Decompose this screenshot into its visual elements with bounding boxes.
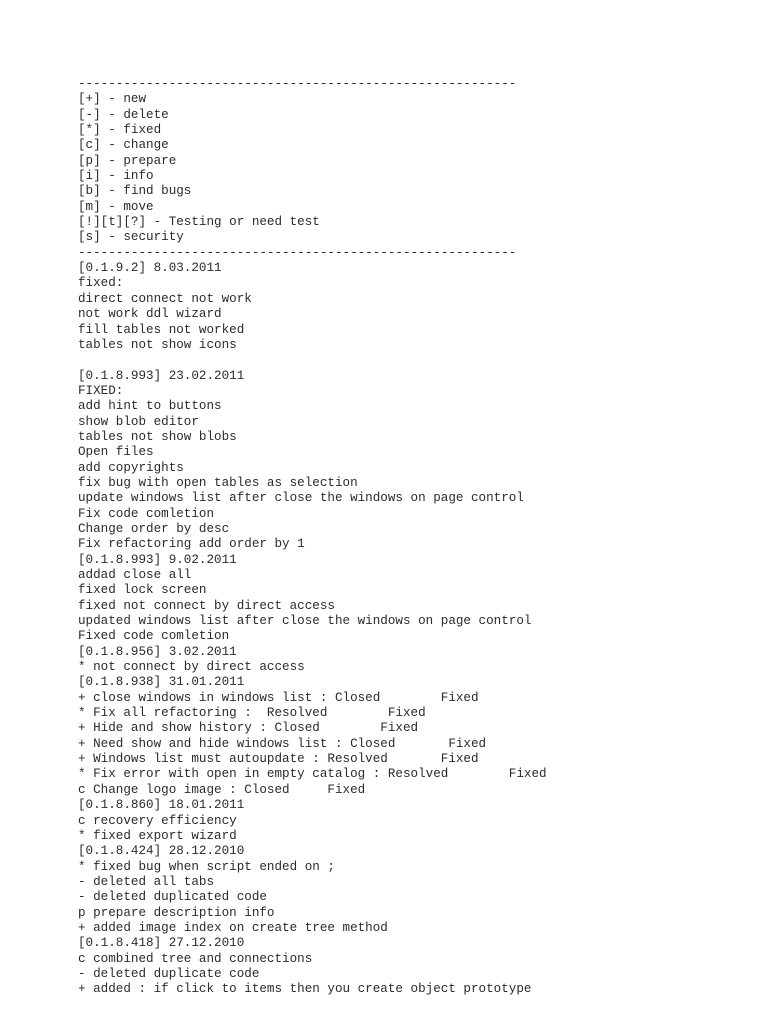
text-line: c recovery efficiency — [78, 813, 237, 828]
text-line: show blob editor — [78, 414, 199, 429]
text-line: - deleted duplicated code — [78, 890, 267, 905]
text-line: updated windows list after close the windows on page control — [78, 614, 532, 629]
text-line: [m] - move — [78, 199, 154, 214]
text-line — [78, 353, 758, 368]
text-line: direct connect not work — [78, 291, 252, 306]
text-line: [0.1.8.418] 27.12.2010 — [78, 936, 245, 951]
text-line: add hint to buttons — [78, 399, 222, 414]
text-line: [!][t][?] - Testing or need test — [78, 215, 320, 230]
text-line: [*] - fixed — [78, 123, 162, 138]
text-line: Open files — [78, 445, 154, 460]
text-line: [0.1.8.424] 28.12.2010 — [78, 844, 245, 859]
text-line: addad close all — [78, 568, 192, 582]
text-line: Fix refactoring add order by 1 — [78, 537, 305, 552]
text-line: * not connect by direct access — [78, 660, 305, 675]
text-line: tables not show icons — [78, 337, 237, 352]
text-line: fix bug with open tables as selection — [78, 475, 358, 490]
text-line: + Windows list must autoupdate : Resolved Fixed — [78, 752, 479, 767]
text-line: * Fix error with open in empty catalog : Resolved Fixed — [78, 767, 547, 782]
text-line: fixed: — [78, 276, 124, 291]
text-line: [c] - change — [78, 138, 169, 153]
text-line: fill tables not worked — [78, 322, 245, 337]
text-line: + close windows in windows list : Closed Fixed — [78, 690, 479, 705]
changelog-document — [78, 77, 758, 998]
text-line: ---------------------------------------------------------- — [78, 77, 517, 91]
text-line: + added image index on create tree method — [78, 920, 388, 935]
text-line: - deleted all tabs — [78, 874, 215, 889]
text-line: ---------------------------------------------------------- — [78, 245, 517, 260]
text-line: [i] - info — [78, 169, 154, 184]
text-line: add copyrights — [78, 460, 184, 475]
text-line: Fixed code comletion — [78, 629, 230, 644]
text-line: + added : if click to items then you create object prototype — [78, 982, 532, 997]
text-line: [b] - find bugs — [78, 184, 192, 199]
text-line: [0.1.9.2] 8.03.2011 — [78, 261, 222, 276]
text-line: not work ddl wizard — [78, 307, 222, 322]
text-line: fixed lock screen — [78, 583, 207, 598]
text-line: * fixed export wizard — [78, 828, 237, 843]
text-line: c Change logo image : Closed Fixed — [78, 782, 366, 797]
text-line: update windows list after close the windows on page control — [78, 491, 524, 506]
text-line: [0.1.8.956] 3.02.2011 — [78, 644, 237, 659]
text-line: Change order by desc — [78, 521, 230, 536]
text-line: tables not show blobs — [78, 429, 237, 444]
text-line: [0.1.8.938] 31.01.2011 — [78, 675, 245, 690]
text-line: Fix code comletion — [78, 506, 215, 521]
text-line: [-] - delete — [78, 107, 169, 122]
text-line: * fixed bug when script ended on ; — [78, 859, 335, 874]
text-line: [0.1.8.993] 23.02.2011 — [78, 368, 245, 383]
text-line: + Hide and show history : Closed Fixed — [78, 721, 419, 736]
text-line: + Need show and hide windows list : Closed Fixed — [78, 736, 487, 751]
text-line: [+] - new — [78, 92, 147, 107]
text-line: [s] - security — [78, 230, 184, 245]
text-line: [p] - prepare — [78, 153, 177, 168]
text-line: - deleted duplicate code — [78, 966, 260, 981]
text-line: * Fix all refactoring : Resolved Fixed — [78, 706, 426, 721]
text-line: fixed not connect by direct access — [78, 598, 335, 613]
text-line: c combined tree and connections — [78, 951, 313, 966]
text-line: p prepare description info — [78, 905, 275, 920]
text-line: FIXED: — [78, 383, 124, 398]
text-line: [0.1.8.860] 18.01.2011 — [78, 798, 245, 813]
text-line: [0.1.8.993] 9.02.2011 — [78, 552, 237, 567]
